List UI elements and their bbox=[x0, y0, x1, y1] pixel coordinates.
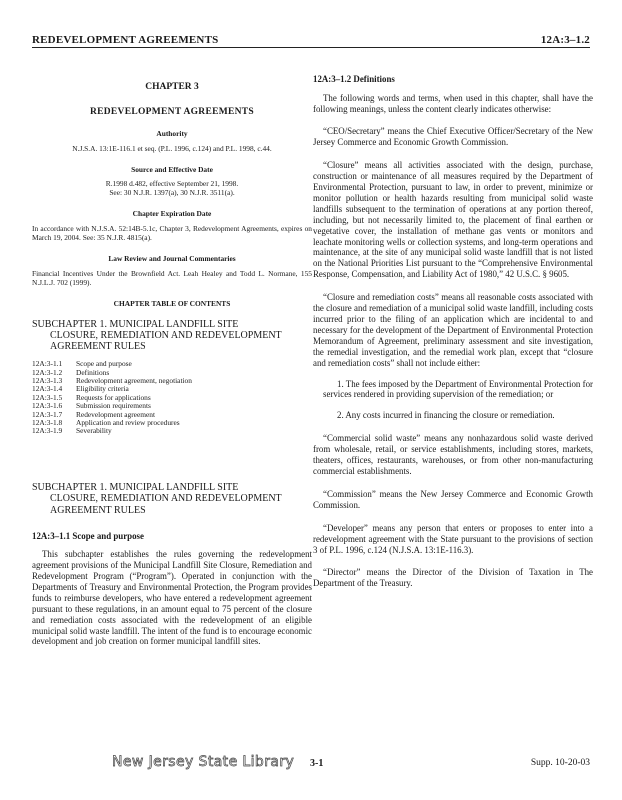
toc-title: Definitions bbox=[76, 367, 110, 377]
toc-subchapter-heading bbox=[32, 319, 312, 352]
toc-title: Scope and purpose bbox=[76, 359, 132, 369]
definition-director: “Director” means the Director of the Division of Taxation in The Department of the Treasury. bbox=[313, 567, 593, 589]
toc-subchapter-rest: CLOSURE, REMEDIATION AND REDEVELOPMENT AGREEMENT RULES bbox=[50, 330, 282, 353]
definitions-intro: The following words and terms, when used in this chapter, shall have the following meanings, unless the content clearly indicates otherwise: bbox=[313, 92, 593, 114]
toc-num: 12A:3-1.9 bbox=[32, 426, 63, 436]
running-header bbox=[32, 30, 590, 46]
toc-title: Submission requirements bbox=[76, 401, 151, 411]
toc-title: Redevelopment agreement, negotiation bbox=[76, 375, 192, 385]
right-column bbox=[313, 74, 593, 589]
definition-closure: “Closure” means all activities associated with the design, purchase, construction or maintenance of all measures required by the Department of Environmental Protection, pursuant to law, in order to prevent, minimize or monitor pollution or health hazards resulting from municipal solid waste landfills subsequent to the termination of operations at any portion thereof, including, but not necessarily limited to, the placement of final earthen or vegetative cover, the installation of methane gas vents or monitors and leachate monitoring wells or collection systems, and long-term operations and maintenance, at the site of any municipal solid waste landfill that is not listed on the National Priorities List pursuant to the “Comprehensive Environmental Response, Compensation, and Liability Act of 1980,” 42 U.S.C. § 9605. bbox=[313, 160, 593, 280]
authority-heading: Authority bbox=[156, 129, 188, 139]
page-number: 3-1 bbox=[310, 758, 324, 769]
toc-title: Requests for applications bbox=[76, 392, 151, 402]
source-heading: Source and Effective Date bbox=[131, 164, 213, 174]
header-title: REDEVELOPMENT AGREEMENTS bbox=[32, 34, 219, 46]
left-column bbox=[32, 74, 312, 647]
toc-subchapter-first: SUBCHAPTER 1. MUNICIPAL LANDFILL SITE bbox=[32, 319, 239, 331]
definition-ceo: “CEO/Secretary” means the Chief Executive Officer/Secretary of the New Jersey Commerce and Economic Growth Commission. bbox=[313, 126, 593, 148]
toc-title: Application and review procedures bbox=[76, 418, 180, 427]
section-heading-definitions: 12A:3–1.2 Definitions bbox=[313, 74, 395, 84]
law-review-heading: Law Review and Journal Commentaries bbox=[108, 253, 236, 263]
definition-closure-costs: “Closure and remediation costs” means all reasonable costs associated with the closure and remediation of a municipal solid waste landfill, including costs incurred prior to the filing of an application which are incidental to and necessary for the development of the Department of Environmental Protection Memorandum of Agreement, preliminary assessment and site investigation, the remedial investigation, and the remedial work plan, except that “closure and remediation costs” shall not include either: bbox=[313, 292, 593, 368]
toc-num: 12A:3-1.6 bbox=[32, 401, 63, 411]
toc-num: 12A:3-1.1 bbox=[32, 359, 63, 369]
toc-title: Redevelopment agreement bbox=[76, 409, 156, 419]
toc-title: Eligibility criteria bbox=[76, 384, 129, 394]
toc-entry[interactable] bbox=[32, 360, 312, 368]
subchapter-rest: CLOSURE, REMEDIATION AND REDEVELOPMENT AGREEMENT RULES bbox=[50, 493, 282, 516]
chapter-title: REDEVELOPMENT AGREEMENTS bbox=[89, 106, 255, 117]
section-heading-scope: 12A:3–1.1 Scope and purpose bbox=[32, 530, 144, 541]
subchapter-heading bbox=[32, 482, 312, 517]
toc-num: 12A:3-1.4 bbox=[32, 384, 63, 394]
expiration-text: In accordance with N.J.S.A. 52:14B-5.1c, Chapter 3, Redevelopment Agreements, expires on March 19, 2004. See: 35 N.J.R. 4815(a). bbox=[32, 223, 312, 242]
definition-item-1: 1. The fees imposed by the Department of Environmental Protection for services rendered in providing supervision of the remediation; or bbox=[323, 378, 593, 400]
definition-commission: “Commission” means the New Jersey Commerce and Economic Growth Commission. bbox=[313, 488, 593, 510]
toc-heading: CHAPTER TABLE OF CONTENTS bbox=[113, 298, 231, 308]
header-section: 12A:3–1.2 bbox=[540, 34, 590, 46]
toc-num: 12A:3-1.5 bbox=[32, 392, 63, 402]
toc-list bbox=[32, 360, 312, 436]
subchapter-first: SUBCHAPTER 1. MUNICIPAL LANDFILL SITE bbox=[32, 481, 239, 493]
authority-text: N.J.S.A. 13:1E-116.1 et seq. (P.L. 1996, c.124) and P.L. 1998, c.44. bbox=[72, 143, 272, 153]
toc-title: Severability bbox=[76, 426, 112, 436]
toc-num: 12A:3-1.2 bbox=[32, 367, 63, 377]
toc-num: 12A:3-1.8 bbox=[32, 418, 63, 427]
scope-paragraph: This subchapter establishes the rules governing the redevelopment agreement provisions of the Municipal Landfill Site Closure, Remediation and Redevelopment Program (“Program”). Operated in conjunction with the Departments of Treasury and Environmental Protection, the Program provides funds to reimburse developers, who have entered a redevelopment agreement pursuant to these regulations, in an amount equal to 75 percent of the closure and remediation costs associated with the redevelopment of an eligible municipal solid waste landfill. The intent of the fund is to encourage economic development and job creation on former municipal landfill sites. bbox=[32, 549, 312, 647]
library-stamp: New Jersey State Library bbox=[112, 754, 295, 770]
toc-entry[interactable] bbox=[32, 377, 312, 385]
toc-entry[interactable] bbox=[32, 427, 312, 435]
page-footer bbox=[32, 754, 590, 778]
definition-commercial-waste: “Commercial solid waste” means any nonhazardous solid waste derived from wholesale, retail, or service establishments, including stores, markets, theaters, offices, restaurants, warehouses, or from other non-manufacturing commercial establishments. bbox=[313, 433, 593, 476]
toc-num: 12A:3-1.3 bbox=[32, 375, 63, 385]
toc-entry[interactable] bbox=[32, 385, 312, 393]
law-review-text: Financial Incentives Under the Brownfield Act. Leah Healey and Todd L. Normane, 155 N.J.L.J. 702 (1999). bbox=[32, 268, 312, 287]
toc-entry[interactable] bbox=[32, 402, 312, 410]
toc-num: 12A:3-1.7 bbox=[32, 409, 63, 419]
header-rule bbox=[32, 47, 590, 48]
chapter-number: CHAPTER 3 bbox=[145, 82, 199, 92]
expiration-heading: Chapter Expiration Date bbox=[132, 209, 212, 219]
source-text: R.1998 d.482, effective September 21, 1998. See: 30 N.J.R. 1397(a), 30 N.J.R. 3511(a). bbox=[105, 179, 239, 198]
definition-item-2: 2. Any costs incurred in financing the closure or remediation. bbox=[337, 410, 555, 421]
toc-entry[interactable] bbox=[32, 419, 312, 427]
toc-entry[interactable] bbox=[32, 394, 312, 402]
definition-developer: “Developer” means any person that enters or proposes to enter into a redevelopment agreement with the State pursuant to the provisions of section 3 of P.L. 1996, c.124 (N.J.S.A. 13:1E-116.3). bbox=[313, 522, 593, 555]
supplement-date: Supp. 10-20-03 bbox=[530, 758, 590, 768]
